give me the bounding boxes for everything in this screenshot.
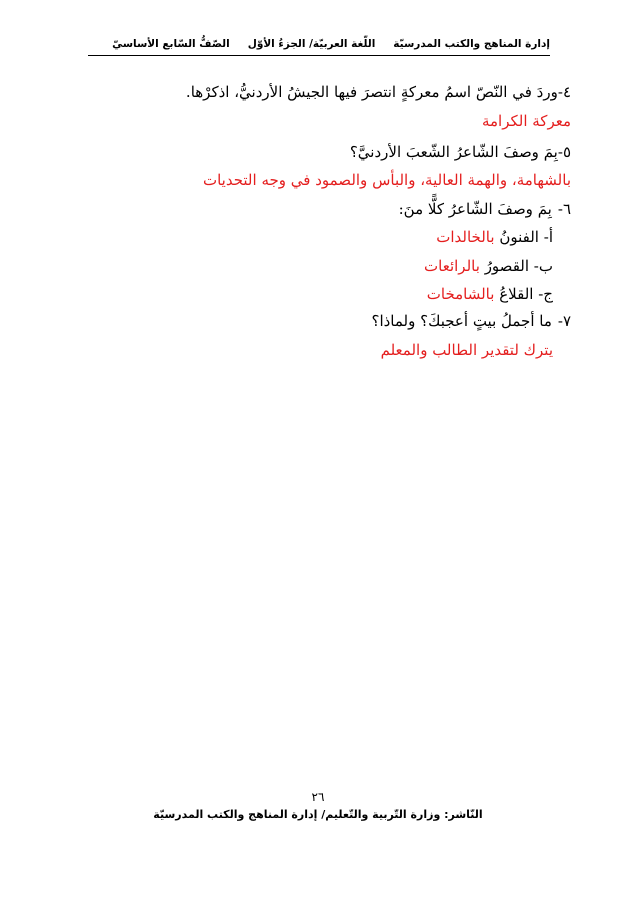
header-subject: اللّغة العربيّة/ الجزءُ الأوّل [247, 38, 376, 50]
question-number: ٤- [557, 83, 571, 101]
question-6 [399, 199, 571, 219]
item-letter: ج- [538, 285, 553, 303]
question-number: ٦- [557, 200, 571, 218]
page-number: ٢٦ [311, 790, 325, 804]
item-letter: ب- [533, 257, 553, 275]
question-5 [350, 142, 571, 162]
sub-item-a [436, 227, 553, 247]
question-number: ٧- [557, 312, 571, 330]
item-answer: بالشامخات [426, 285, 495, 303]
sub-item-b [424, 256, 553, 276]
question-text: ما أجملُ بيتٍ أعجبكَ؟ ولماذا؟ [371, 312, 552, 330]
question-text: وردَ في النّصّ اسمُ معركةٍ انتصرَ فيها الجيشُ الأردنيُّ، اذكرْها. [185, 83, 558, 101]
question-number: ٥- [557, 143, 571, 161]
sub-item-c [427, 284, 553, 304]
question-4 [186, 82, 571, 102]
page-header [88, 38, 550, 54]
publisher-footer: النّاشر: وزارة التّربية والتّعليم/ إدارة المناهج والكتب المدرسيّة [153, 808, 483, 821]
item-letter: أ- [543, 228, 553, 246]
question-text: بِمَ وصفَ الشّاعرُ كلًّا منَ: [398, 200, 552, 218]
header-grade: الصّفُّ السّابع الأساسيّ [112, 38, 230, 50]
question-7 [371, 311, 571, 331]
item-answer: بالخالدات [436, 228, 495, 246]
item-text: القصورُ [484, 257, 530, 275]
answer-5: بالشهامة، والهمة العالية، والبأس والصمود في وجه التحديات [202, 171, 571, 189]
question-text: بِمَ وصفَ الشّاعرُ الشّعبَ الأردنيَّ؟ [349, 143, 558, 161]
answer-4: معركة الكرامة [481, 112, 571, 130]
header-divider [88, 55, 550, 56]
item-answer: بالرائعات [424, 257, 480, 275]
item-text: القلاعُ [499, 285, 534, 303]
header-department: إدارة المناهج والكتب المدرسيّة [393, 38, 550, 50]
item-text: الفنونُ [499, 228, 539, 246]
answer-7: يترك لتقدير الطالب والمعلم [380, 341, 553, 359]
